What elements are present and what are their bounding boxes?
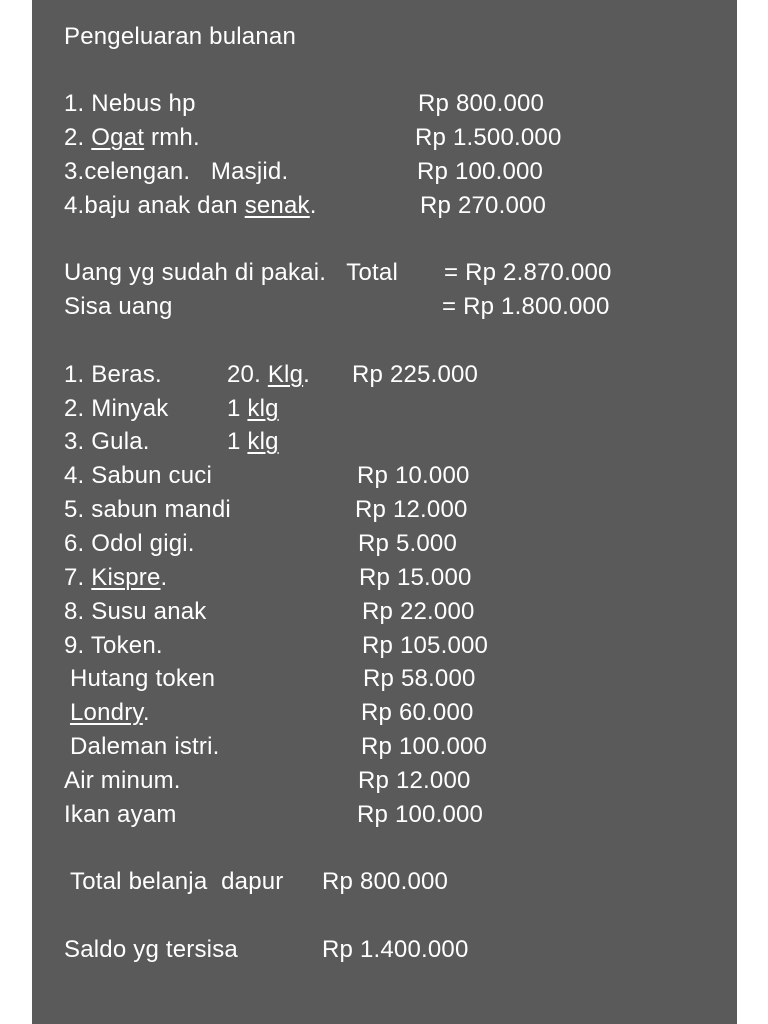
expense-item-name-part: 2.: [64, 124, 92, 151]
shopping-item-name: Daleman istri.: [70, 733, 220, 760]
shopping-item-amount: Rp 58.000: [363, 665, 476, 692]
shopping-item-amount: Rp 10.000: [357, 462, 470, 489]
shopping-item-name: 1. Beras.: [64, 361, 162, 388]
expense-item-amount: Rp 800.000: [418, 90, 545, 117]
shopping-item-name: Hutang token: [70, 665, 216, 692]
remaining-money-value: = Rp 1.800.000: [442, 293, 610, 320]
shopping-item-name: [70, 698, 150, 728]
expense-item-name-part: .: [309, 192, 317, 219]
remaining-money-label: Sisa uang: [64, 293, 173, 320]
expense-item-amount: Rp 1.500.000: [415, 124, 562, 151]
shopping-item-qty: [227, 394, 279, 424]
balance-label: Saldo yg tersisa: [64, 936, 238, 963]
used-money-value: = Rp 2.870.000: [444, 259, 612, 286]
shopping-item-amount: Rp 100.000: [361, 733, 488, 760]
expense-item-name-part: rmh.: [144, 124, 200, 151]
shopping-item-qty-part: 1: [227, 395, 248, 422]
expense-item-name-underlined: senak: [244, 192, 310, 219]
shopping-item-amount: Rp 15.000: [359, 564, 472, 591]
expense-item-name: 3.celengan. Masjid.: [64, 158, 289, 185]
shopping-item-amount: Rp 100.000: [357, 801, 484, 828]
shopping-item-amount: Rp 12.000: [355, 496, 468, 523]
kitchen-total-value: Rp 800.000: [322, 868, 449, 895]
shopping-item-name: 5. sabun mandi: [64, 496, 231, 523]
shopping-item-name-part: .: [142, 699, 150, 726]
shopping-item-qty-part: 1: [227, 428, 248, 455]
shopping-item-name: [64, 563, 167, 593]
shopping-item-amount: Rp 5.000: [358, 530, 458, 557]
shopping-item-name: Ikan ayam: [64, 801, 177, 828]
shopping-item-name-part: 7.: [64, 564, 92, 591]
shopping-item-name-part: .: [160, 564, 168, 591]
kitchen-total-label: Total belanja dapur: [70, 868, 284, 895]
shopping-item-amount: Rp 60.000: [361, 699, 474, 726]
shopping-item-amount: Rp 22.000: [362, 598, 475, 625]
expense-item-name: [64, 191, 317, 221]
shopping-item-amount: Rp 105.000: [362, 632, 489, 659]
expense-item-amount: Rp 100.000: [417, 158, 544, 185]
used-money-label: Uang yg sudah di pakai. Total: [64, 259, 398, 286]
shopping-item-name: 6. Odol gigi.: [64, 530, 195, 557]
shopping-item-qty-part: .: [303, 361, 311, 388]
expense-item-amount: Rp 270.000: [420, 192, 547, 219]
expense-item-name-part: 4.baju anak dan: [64, 192, 245, 219]
shopping-item-name: Air minum.: [64, 767, 181, 794]
shopping-item-amount: Rp 225.000: [352, 361, 479, 388]
shopping-item-amount: Rp 12.000: [358, 767, 471, 794]
shopping-item-name: 8. Susu anak: [64, 598, 207, 625]
shopping-item-name-underlined: Kispre: [91, 564, 161, 591]
expense-item-name: 1. Nebus hp: [64, 90, 196, 117]
shopping-item-name: 4. Sabun cuci: [64, 462, 213, 489]
note-title: Pengeluaran bulanan: [64, 23, 296, 50]
shopping-item-qty-part: 20.: [227, 361, 268, 388]
note-panel: [32, 0, 737, 1024]
expense-item-name: [64, 123, 200, 153]
shopping-item-name-underlined: Londry: [70, 699, 143, 726]
shopping-item-name: 3. Gula.: [64, 428, 150, 455]
shopping-item-qty: [227, 360, 310, 390]
expense-item-name-underlined: Ogat: [91, 124, 145, 151]
shopping-item-qty-unit: klg: [247, 395, 279, 422]
shopping-item-qty-unit: Klg: [267, 361, 304, 388]
shopping-item-qty: [227, 427, 279, 457]
shopping-item-qty-unit: klg: [247, 428, 279, 455]
shopping-item-name: 9. Token.: [64, 632, 163, 659]
balance-value: Rp 1.400.000: [322, 936, 469, 963]
shopping-item-name: 2. Minyak: [64, 395, 169, 422]
